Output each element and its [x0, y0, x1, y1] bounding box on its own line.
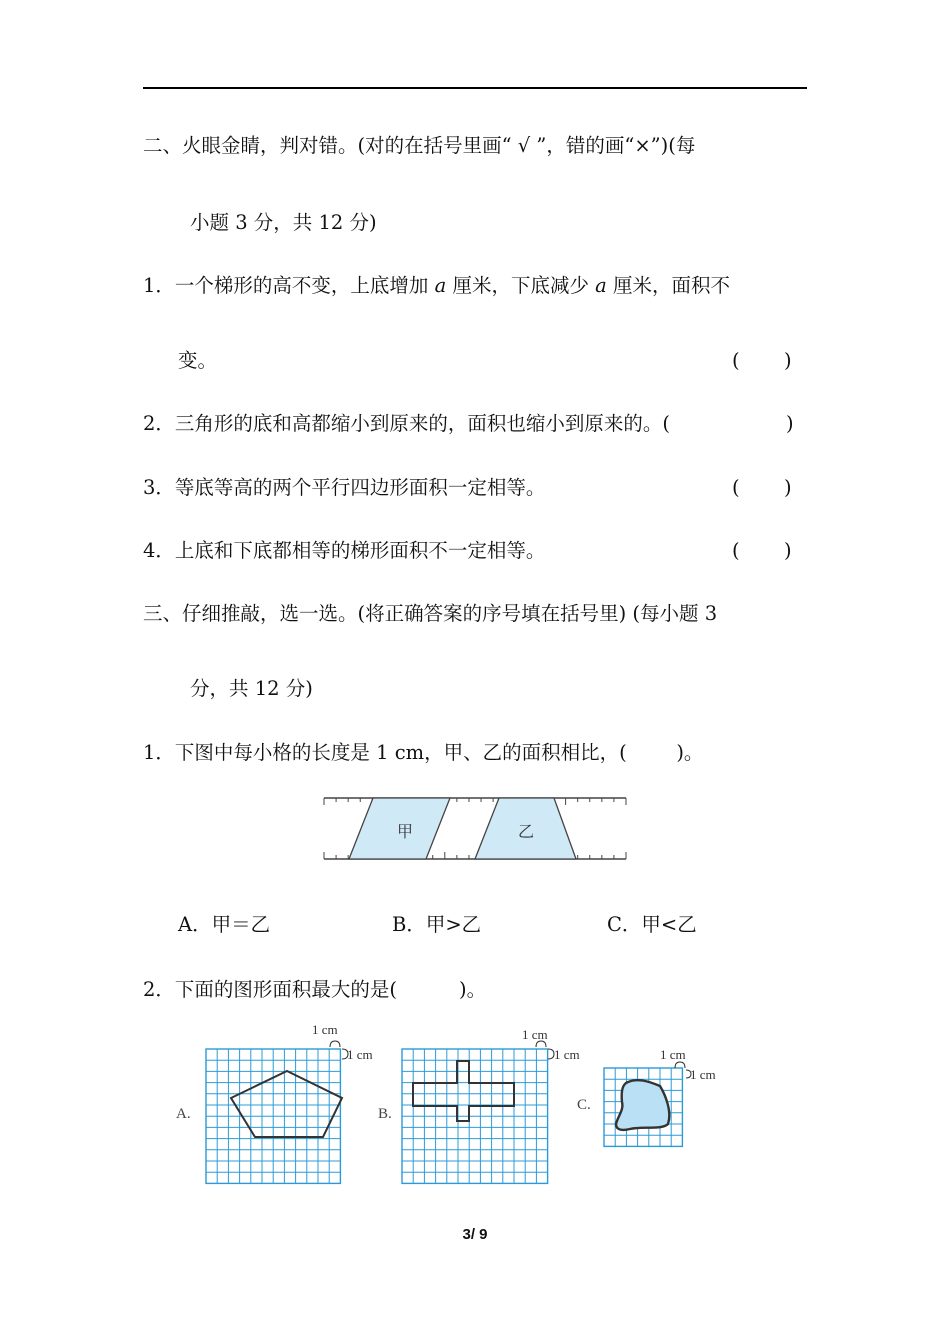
s2-q3-answer-open: ( [732, 476, 740, 499]
grid-a [206, 1049, 340, 1183]
unit-label-b-side: 1 cm [554, 1047, 580, 1062]
s2-question-1: 1．一个梯形的高不变，上底增加 a 厘米，下底减少 a 厘米，面积不 [143, 274, 730, 297]
grid-b [402, 1049, 548, 1183]
section2-heading-line2: 小题 3 分，共 12 分) [190, 211, 377, 234]
s2-question-3: 3．等底等高的两个平行四边形面积一定相等。 [143, 476, 546, 499]
section3-heading-line1: 三、仔细推敲，选一选。(将正确答案的序号填在括号里) (每小题 3 [143, 602, 718, 625]
section2-heading-line1: 二、火眼金睛，判对错。(对的在括号里画“ √ ”，错的画“×”)(每 [143, 134, 696, 157]
unit-label-b-top: 1 cm [522, 1027, 548, 1042]
s2-q4-answer-open: ( [732, 539, 740, 562]
s2-q4-answer-close: ) [784, 539, 792, 562]
header-rule [143, 87, 807, 89]
label-jia: 甲 [397, 822, 414, 841]
s2-question-1-line2: 变。 [178, 349, 218, 372]
fig2-label-c: C. [577, 1097, 591, 1113]
s3-q1-option-c: C．甲<乙 [607, 913, 697, 936]
unit-bracket-c-top [675, 1062, 685, 1068]
s3-question-2: 2．下面的图形面积最大的是( )。 [143, 978, 487, 1001]
s2-question-4: 4．上底和下底都相等的梯形面积不一定相等。 [143, 539, 546, 562]
unit-bracket-a-top [330, 1041, 340, 1047]
s2-q1-answer-close: ) [784, 349, 792, 372]
label-yi: 乙 [518, 822, 535, 841]
irregular-shape [616, 1080, 669, 1130]
s2-question-2: 2．三角形的底和高都缩小到原来的，面积也缩小到原来的。( [143, 412, 671, 435]
figure-grid-shapes [170, 1020, 730, 1170]
s3-q1-option-a: A．甲＝乙 [178, 913, 271, 936]
s3-question-1: 1．下图中每小格的长度是 1 cm，甲、乙的面积相比，( )。 [143, 741, 704, 764]
unit-label-c-side: 1 cm [690, 1067, 716, 1082]
s2-q3-answer-close: ) [784, 476, 792, 499]
unit-label-a-side: 1 cm [347, 1047, 373, 1062]
page-number: 3/ 9 [462, 1226, 488, 1243]
fig2-label-b: B. [378, 1106, 392, 1122]
figure-jia-yi [318, 788, 630, 868]
fig2-label-a: A. [176, 1106, 191, 1122]
s2-q2-answer-close: ) [786, 412, 794, 435]
s2-q1-answer-open: ( [732, 349, 740, 372]
unit-label-a-top: 1 cm [312, 1022, 338, 1037]
s3-q1-option-b: B．甲>乙 [392, 913, 482, 936]
section3-heading-line2: 分，共 12 分) [190, 677, 313, 700]
unit-label-c-top: 1 cm [660, 1047, 686, 1062]
